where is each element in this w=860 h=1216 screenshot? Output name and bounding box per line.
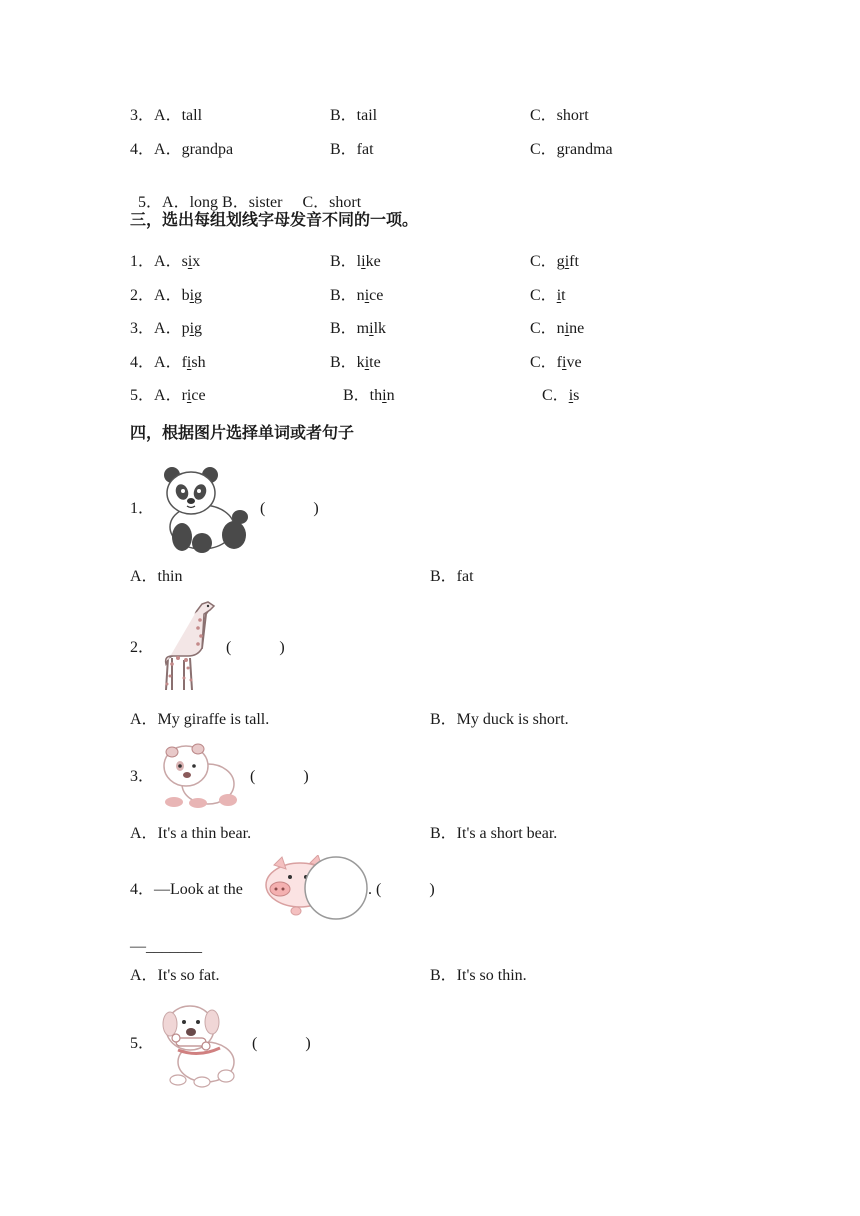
- q2-3-option-a: A．tall: [154, 107, 203, 124]
- q2-5-options: A．long B．sister C．short: [162, 194, 362, 211]
- q3-2-b-post: ce: [369, 287, 384, 304]
- q4-3-num: 3．: [130, 768, 155, 785]
- q3-2-a-underlined: i: [189, 287, 195, 304]
- section3-title: 三，选出每组划线字母发音不同的一项。: [130, 212, 419, 229]
- q4-2-option-b: B．My duck is short.: [430, 711, 569, 728]
- q3-3-option-a: [130, 319, 202, 339]
- q2-4: [130, 140, 233, 160]
- q3-1-option-c: [530, 252, 579, 272]
- q3-1-a-underlined: i: [187, 253, 193, 270]
- q3-1-c-pre: C．g: [530, 253, 565, 270]
- q2-5: [130, 173, 361, 213]
- q4-4-prefix: —Look at the: [154, 881, 243, 898]
- q3-1-c-post: ft: [569, 253, 579, 270]
- q2-4-option-c: C．grandma: [530, 141, 613, 158]
- q3-1-num: 1．: [130, 253, 155, 270]
- q3-4-a-post: sh: [191, 354, 206, 371]
- q3-1-b-post: ke: [365, 253, 381, 270]
- q4-4-answer-line[interactable]: —_______: [130, 938, 202, 955]
- q3-4-b-underlined: i: [364, 354, 370, 371]
- q4-4-question: [130, 880, 243, 900]
- q3-3-b-post: lk: [373, 320, 387, 337]
- q3-2-b-underlined: i: [364, 287, 370, 304]
- q3-5-option-c: [542, 386, 579, 406]
- q4-5-answer-blank[interactable]: ( ): [252, 1035, 311, 1052]
- q3-1-option-a: [130, 252, 200, 272]
- q3-5-option-a: [130, 386, 206, 406]
- q3-1-option-b: [330, 252, 381, 272]
- q3-5-c-underlined: i: [568, 387, 574, 404]
- q3-2-c-post: t: [561, 287, 566, 304]
- giraffe-picture: [158, 598, 220, 694]
- q3-1-b-underlined: i: [361, 253, 366, 270]
- q3-1-a-post: x: [192, 253, 201, 270]
- pig-picture: [260, 855, 368, 923]
- q3-3-a-underlined: i: [189, 320, 195, 337]
- q3-4-option-b: [330, 353, 381, 373]
- q3-3-c-underlined: i: [564, 320, 570, 337]
- q3-3-option-c: [530, 319, 584, 339]
- q4-1-num: 1．: [130, 500, 155, 517]
- q3-2-num: 2．: [130, 287, 155, 304]
- q4-4-option-a: A．It's so fat.: [130, 967, 220, 984]
- q3-2-b-pre: B．n: [330, 287, 365, 304]
- q3-3-c-pre: C．n: [530, 320, 565, 337]
- q2-3-num: 3．: [130, 107, 155, 124]
- q4-1-option-b: B．fat: [430, 568, 474, 585]
- q4-2-option-a: A．My giraffe is tall.: [130, 711, 270, 728]
- q3-2-a-pre: A．b: [154, 287, 190, 304]
- q3-4-c-post: ve: [566, 354, 582, 371]
- q3-4-b-pre: B．k: [330, 354, 365, 371]
- q3-3-option-b: [330, 319, 386, 339]
- q3-2-c-pre: C．: [530, 287, 557, 304]
- q3-3-a-post: g: [194, 320, 203, 337]
- q3-3-c-post: ne: [569, 320, 585, 337]
- q3-5-a-post: ce: [191, 387, 206, 404]
- q3-5-num: 5．: [130, 387, 155, 404]
- q3-5-option-b: [343, 386, 395, 406]
- q3-4-b-post: te: [369, 354, 381, 371]
- q3-4-a-pre: A．f: [154, 354, 187, 371]
- q3-1-b-pre: B．l: [330, 253, 362, 270]
- q3-5-b-underlined: i: [382, 387, 387, 404]
- q3-5-a-underlined: i: [186, 387, 192, 404]
- q2-5-num: 5．: [138, 194, 163, 211]
- q4-2-num: 2．: [130, 639, 155, 656]
- q3-4-option-a: [130, 353, 206, 373]
- q3-5-c-post: s: [573, 387, 580, 404]
- bear-picture: [158, 740, 240, 810]
- q3-2-option-a: [130, 286, 202, 306]
- q2-4-num: 4．: [130, 141, 155, 158]
- q4-2-answer-blank[interactable]: ( ): [226, 639, 285, 656]
- q3-2-option-b: [330, 286, 383, 306]
- q3-3-a-pre: A．p: [154, 320, 190, 337]
- q3-5-b-pre: B．th: [343, 387, 383, 404]
- q4-3-option-a: A．It's a thin bear.: [130, 825, 252, 842]
- q3-4-option-c: [530, 353, 582, 373]
- dog-picture: [158, 1000, 240, 1088]
- q3-1-a-pre: A．s: [154, 253, 188, 270]
- q3-2-a-post: g: [194, 287, 203, 304]
- q4-4-option-b: B．It's so thin.: [430, 967, 527, 984]
- q3-3-b-underlined: i: [369, 320, 374, 337]
- q3-2-c-underlined: i: [556, 287, 562, 304]
- q4-1-option-a: A．thin: [130, 568, 183, 585]
- q3-3-num: 3．: [130, 320, 155, 337]
- q2-4-option-a: A．grandpa: [154, 141, 234, 158]
- q4-4-answer-blank[interactable]: . ( ): [368, 881, 435, 898]
- q4-3-answer-blank[interactable]: ( ): [250, 768, 309, 785]
- q4-4-num: 4．: [130, 881, 155, 898]
- q3-5-a-pre: A．r: [154, 387, 187, 404]
- q2-3-option-c: C．short: [530, 107, 589, 124]
- q3-5-c-pre: C．: [542, 387, 569, 404]
- q3-5-b-post: n: [386, 387, 395, 404]
- q2-3: [130, 106, 202, 126]
- q4-3-option-b: B．It's a short bear.: [430, 825, 558, 842]
- q3-4-c-pre: C．f: [530, 354, 563, 371]
- q3-2-option-c: [530, 286, 566, 306]
- q2-3-option-b: B．tail: [330, 107, 378, 124]
- q3-1-c-underlined: i: [564, 253, 570, 270]
- section4-title: 四，根据图片选择单词或者句子: [130, 425, 355, 442]
- q3-4-c-underlined: i: [562, 354, 567, 371]
- q3-3-b-pre: B．m: [330, 320, 370, 337]
- q4-1-answer-blank[interactable]: ( ): [260, 500, 319, 517]
- q3-4-num: 4．: [130, 354, 155, 371]
- q3-4-a-underlined: i: [186, 354, 192, 371]
- panda-picture: [160, 465, 252, 555]
- q2-4-option-b: B．fat: [330, 141, 374, 158]
- q4-5-num: 5．: [130, 1035, 155, 1052]
